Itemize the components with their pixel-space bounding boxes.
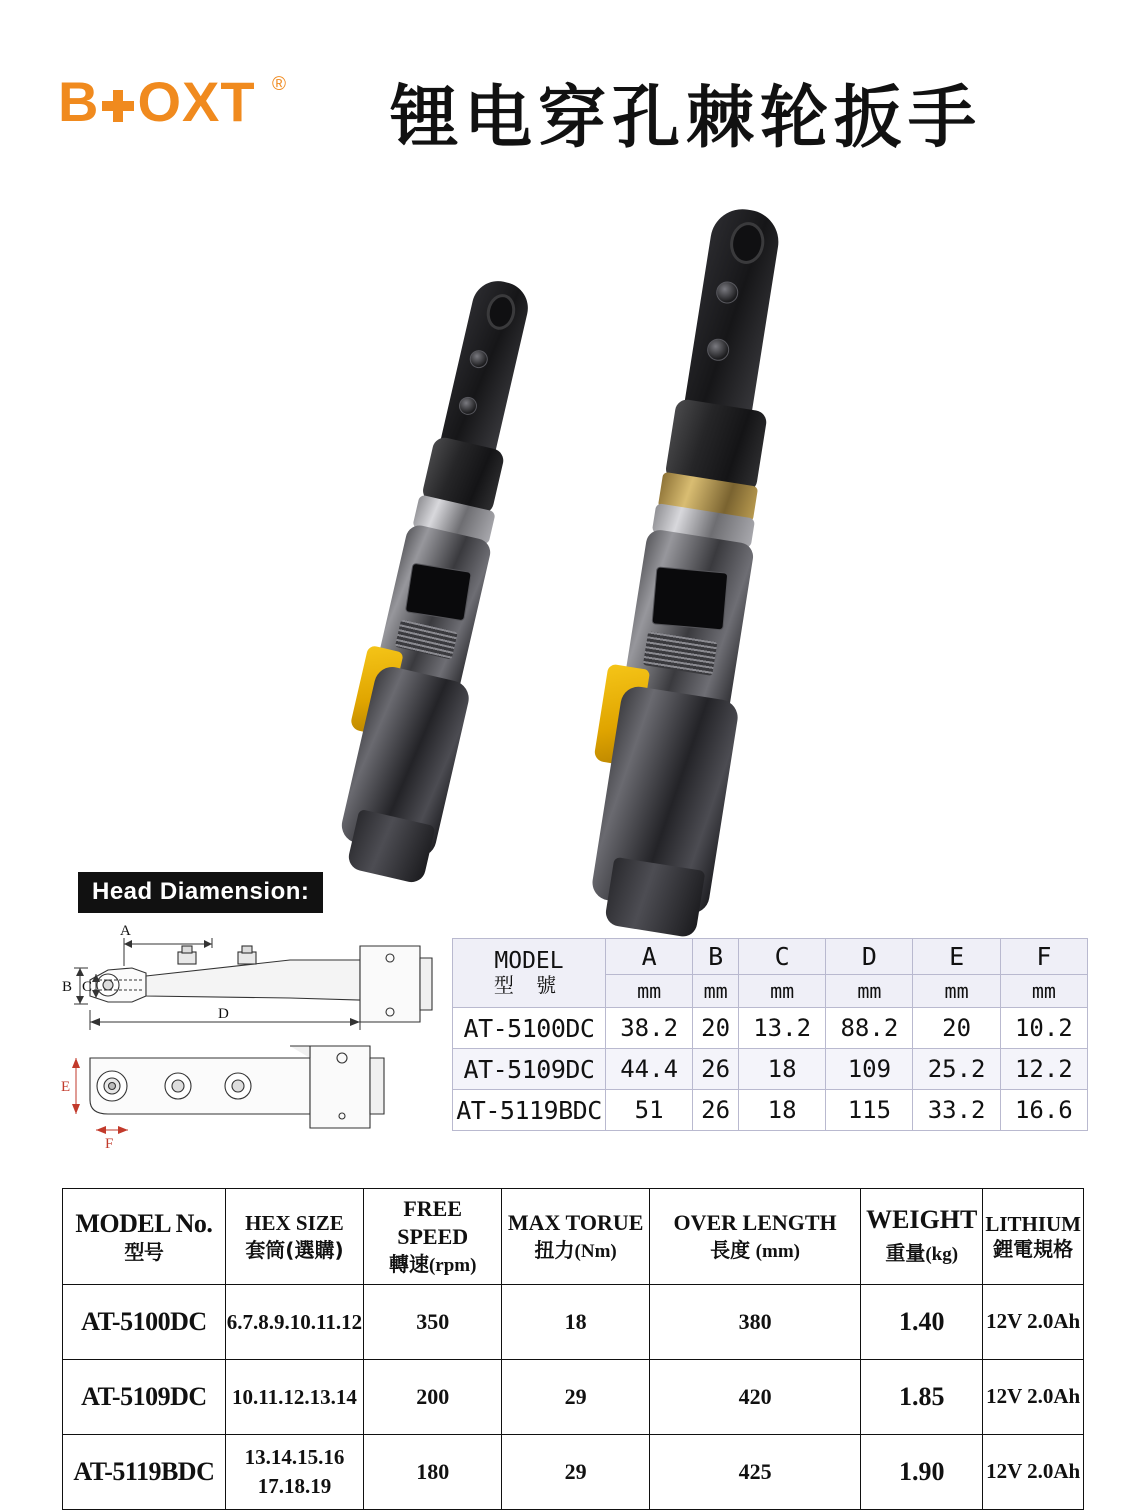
dim-cell: 51 xyxy=(606,1090,693,1131)
dim-cell: 26 xyxy=(693,1049,739,1090)
wrench-arm xyxy=(438,276,533,464)
spec-header-lithium xyxy=(983,1189,1084,1285)
dim-unit-b: mm xyxy=(693,975,739,1008)
spec-header-speed xyxy=(364,1189,502,1285)
spec-header-en: MAX TORUE xyxy=(507,1209,644,1235)
spec-cell-torque: 18 xyxy=(502,1284,650,1359)
logo-letters-xt: XT xyxy=(182,70,256,133)
table-row xyxy=(63,1284,1084,1359)
spec-header-en: WEIGHT xyxy=(866,1204,978,1234)
dim-callout-d: D xyxy=(218,1006,229,1022)
dim-cell: 115 xyxy=(826,1090,913,1131)
dim-cell: 33.2 xyxy=(913,1090,1000,1131)
spec-cell-hex: 13.14.15.16 17.18.19 xyxy=(225,1434,363,1509)
dim-model-header xyxy=(453,939,606,1008)
spec-cell-lithium: 12V 2.0Ah xyxy=(983,1284,1084,1359)
spec-cell-model: AT-5100DC xyxy=(63,1284,226,1359)
spec-header-cn: 型号 xyxy=(124,1240,164,1265)
dim-row-model: AT-5100DC xyxy=(453,1008,606,1049)
table-header-row xyxy=(453,939,1088,975)
table-row xyxy=(453,1008,1088,1049)
dim-cell: 20 xyxy=(693,1008,739,1049)
spec-cell-model: AT-5119BDC xyxy=(63,1434,226,1509)
table-row xyxy=(453,1049,1088,1090)
logo-letter-o: O xyxy=(137,70,183,133)
spec-header-model xyxy=(63,1189,226,1285)
spec-cell-torque: 29 xyxy=(502,1434,650,1509)
table-row xyxy=(63,1434,1084,1509)
spec-header-en: FREE SPEED xyxy=(397,1196,469,1249)
dim-row-model: AT-5109DC xyxy=(453,1049,606,1090)
spec-cell-speed: 180 xyxy=(364,1434,502,1509)
spec-cell-lithium: 12V 2.0Ah xyxy=(983,1434,1084,1509)
table-row xyxy=(63,1359,1084,1434)
dim-col-d: D xyxy=(826,939,913,975)
dim-cell: 18 xyxy=(739,1049,826,1090)
spec-cell-weight: 1.90 xyxy=(861,1434,983,1509)
table-row xyxy=(453,1090,1088,1131)
spec-cell-lithium: 12V 2.0Ah xyxy=(983,1359,1084,1434)
spec-header-cn-unit: 長度 (mm) xyxy=(710,1238,800,1263)
head-dimension-label: Head Diamension: xyxy=(78,872,323,913)
dim-unit-c: mm xyxy=(739,975,826,1008)
spec-cell-weight: 1.85 xyxy=(861,1359,983,1434)
dim-cell: 13.2 xyxy=(739,1008,826,1049)
dim-model-header-cn: 型 號 xyxy=(493,973,565,998)
dim-callout-f: F xyxy=(105,1136,114,1152)
dim-cell: 88.2 xyxy=(826,1008,913,1049)
product-photo-area xyxy=(120,185,1040,875)
spec-cell-hex: 6.7.8.9.10.11.12 xyxy=(225,1284,363,1359)
dim-callout-e: E xyxy=(61,1079,71,1095)
dimension-table xyxy=(452,938,1088,1131)
dim-cell: 18 xyxy=(739,1090,826,1131)
wrench-battery xyxy=(604,857,706,939)
brand-logo xyxy=(58,70,256,133)
spec-header-en: OVER LENGTH xyxy=(673,1209,837,1235)
dim-callout-a: A xyxy=(120,923,131,939)
dim-unit-f: mm xyxy=(1000,975,1087,1008)
specification-table xyxy=(62,1188,1084,1510)
dim-callout-c: C xyxy=(82,979,93,995)
dim-unit-d: mm xyxy=(826,975,913,1008)
dim-cell: 25.2 xyxy=(913,1049,1000,1090)
dim-cell: 26 xyxy=(693,1090,739,1131)
spec-header-en: MODEL No. xyxy=(75,1208,213,1238)
wrench-display-window xyxy=(652,566,729,630)
spec-header-weight xyxy=(861,1189,983,1285)
spec-header-en: LITHIUM xyxy=(985,1211,1081,1236)
spec-header-hex xyxy=(225,1189,363,1285)
dim-unit-e: mm xyxy=(913,975,1000,1008)
wrench-display-window xyxy=(405,563,472,622)
dim-col-c: C xyxy=(739,939,826,975)
spec-header-cn: 套筒(選購) xyxy=(245,1238,344,1263)
dim-col-f: F xyxy=(1000,939,1087,975)
dim-cell: 10.2 xyxy=(1000,1008,1087,1049)
dim-unit-a: mm xyxy=(606,975,693,1008)
dim-row-model: AT-5119BDC xyxy=(453,1090,606,1131)
logo-letter-b: B xyxy=(58,70,100,133)
spec-header-cn-unit: 重量(kg) xyxy=(885,1241,959,1266)
spec-cell-length: 425 xyxy=(650,1434,861,1509)
page-header xyxy=(0,62,1144,172)
head-dimension-drawing xyxy=(60,918,440,1158)
dim-cell: 12.2 xyxy=(1000,1049,1087,1090)
dim-col-b: B xyxy=(693,939,739,975)
spec-cell-torque: 29 xyxy=(502,1359,650,1434)
plus-icon xyxy=(99,87,137,125)
spec-cell-speed: 200 xyxy=(364,1359,502,1434)
spec-cell-hex: 10.11.12.13.14 xyxy=(225,1359,363,1434)
dim-cell: 44.4 xyxy=(606,1049,693,1090)
spec-cell-speed: 350 xyxy=(364,1284,502,1359)
table-header-row xyxy=(63,1189,1084,1285)
dim-cell: 38.2 xyxy=(606,1008,693,1049)
spec-cell-length: 380 xyxy=(650,1284,861,1359)
spec-header-cn-unit: 扭力(Nm) xyxy=(534,1238,617,1263)
dim-cell: 20 xyxy=(913,1008,1000,1049)
spec-header-cn-unit: 轉速(rpm) xyxy=(388,1252,477,1276)
spec-cell-model: AT-5109DC xyxy=(63,1359,226,1434)
registered-mark: ® xyxy=(272,74,286,95)
spec-header-en: HEX SIZE xyxy=(245,1210,344,1235)
dim-col-e: E xyxy=(913,939,1000,975)
spec-header-torque xyxy=(502,1189,650,1285)
page-title: 锂电穿孔棘轮扳手 xyxy=(390,79,983,158)
spec-header-length xyxy=(650,1189,861,1285)
dim-cell: 16.6 xyxy=(1000,1090,1087,1131)
dim-cell: 109 xyxy=(826,1049,913,1090)
spec-cell-weight: 1.40 xyxy=(861,1284,983,1359)
spec-header-cn: 鋰電規格 xyxy=(993,1237,1074,1261)
dim-callout-b: B xyxy=(62,979,73,995)
spec-cell-length: 420 xyxy=(650,1359,861,1434)
dim-col-a: A xyxy=(606,939,693,975)
dim-model-header-en: MODEL xyxy=(494,947,564,974)
